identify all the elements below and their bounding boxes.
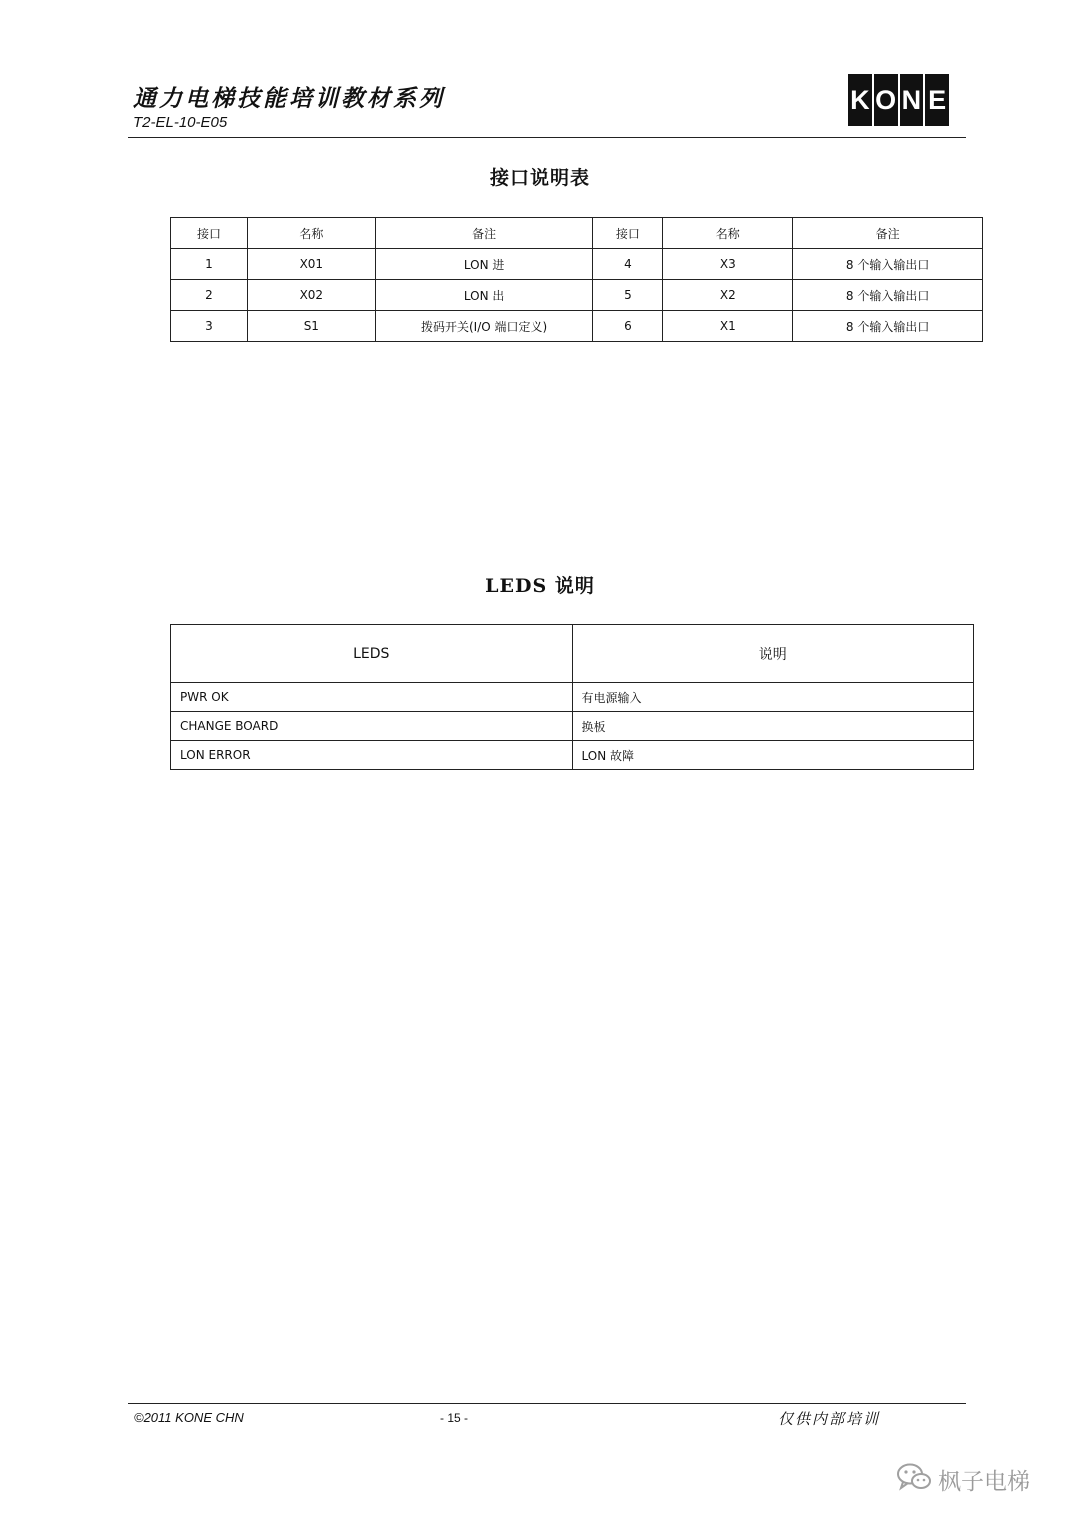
column-header: 名称 — [247, 218, 375, 249]
table-cell: X3 — [663, 249, 793, 280]
table-cell: PWR OK — [171, 683, 573, 712]
table-cell: 拨码开关(I/O 端口定义) — [375, 311, 593, 342]
column-header: 说明 — [572, 625, 973, 683]
table-cell: 2 — [171, 280, 248, 311]
column-header: 备注 — [375, 218, 593, 249]
table-cell: LON ERROR — [171, 741, 573, 770]
table-cell: X02 — [247, 280, 375, 311]
document-code: T2-EL-10-E05 — [133, 114, 228, 131]
footer-divider — [128, 1403, 966, 1404]
table-cell: 换板 — [572, 712, 973, 741]
table-row — [171, 712, 974, 741]
wechat-icon — [896, 1462, 932, 1496]
table-cell: 4 — [593, 249, 663, 280]
footer-copyright: ©2011 KONE CHN — [134, 1410, 244, 1425]
table-cell: 6 — [593, 311, 663, 342]
table-row — [171, 280, 983, 311]
leds-table-title: LEDS 说明 — [485, 575, 595, 597]
leds-table — [170, 624, 974, 770]
table-cell: CHANGE BOARD — [171, 712, 573, 741]
logo-letter: O — [874, 74, 898, 126]
watermark-text: 枫子电梯 — [938, 1468, 1030, 1495]
table-row — [171, 311, 983, 342]
kone-logo — [848, 74, 949, 126]
table-cell: LON 故障 — [572, 741, 973, 770]
table-row — [171, 741, 974, 770]
table-row — [171, 249, 983, 280]
logo-letter: E — [925, 74, 949, 126]
column-header: 备注 — [793, 218, 983, 249]
logo-letter: K — [848, 74, 872, 126]
table-cell: X2 — [663, 280, 793, 311]
table-row — [171, 683, 974, 712]
watermark — [896, 1462, 1030, 1496]
column-header: LEDS — [171, 625, 573, 683]
column-header: 接口 — [593, 218, 663, 249]
table-cell: 8 个输入输出口 — [793, 280, 983, 311]
table-cell: 8 个输入输出口 — [793, 311, 983, 342]
table-cell: LON 进 — [375, 249, 593, 280]
table-cell: 有电源输入 — [572, 683, 973, 712]
table-cell: X1 — [663, 311, 793, 342]
interface-table-title: 接口说明表 — [489, 167, 590, 189]
logo-letter: N — [900, 74, 924, 126]
header-divider — [128, 137, 966, 138]
interface-table — [170, 217, 983, 342]
table-header-row — [171, 218, 983, 249]
table-cell: 5 — [593, 280, 663, 311]
header-title: 通力电梯技能培训教材系列 — [133, 85, 445, 112]
table-cell: S1 — [247, 311, 375, 342]
table-cell: LON 出 — [375, 280, 593, 311]
column-header: 接口 — [171, 218, 248, 249]
table-header-row — [171, 625, 974, 683]
table-cell: 8 个输入输出口 — [793, 249, 983, 280]
table-cell: 3 — [171, 311, 248, 342]
page-number: - 15 - — [440, 1411, 469, 1425]
footer-note: 仅供内部培训 — [778, 1410, 881, 1428]
table-cell: 1 — [171, 249, 248, 280]
table-cell: X01 — [247, 249, 375, 280]
column-header: 名称 — [663, 218, 793, 249]
